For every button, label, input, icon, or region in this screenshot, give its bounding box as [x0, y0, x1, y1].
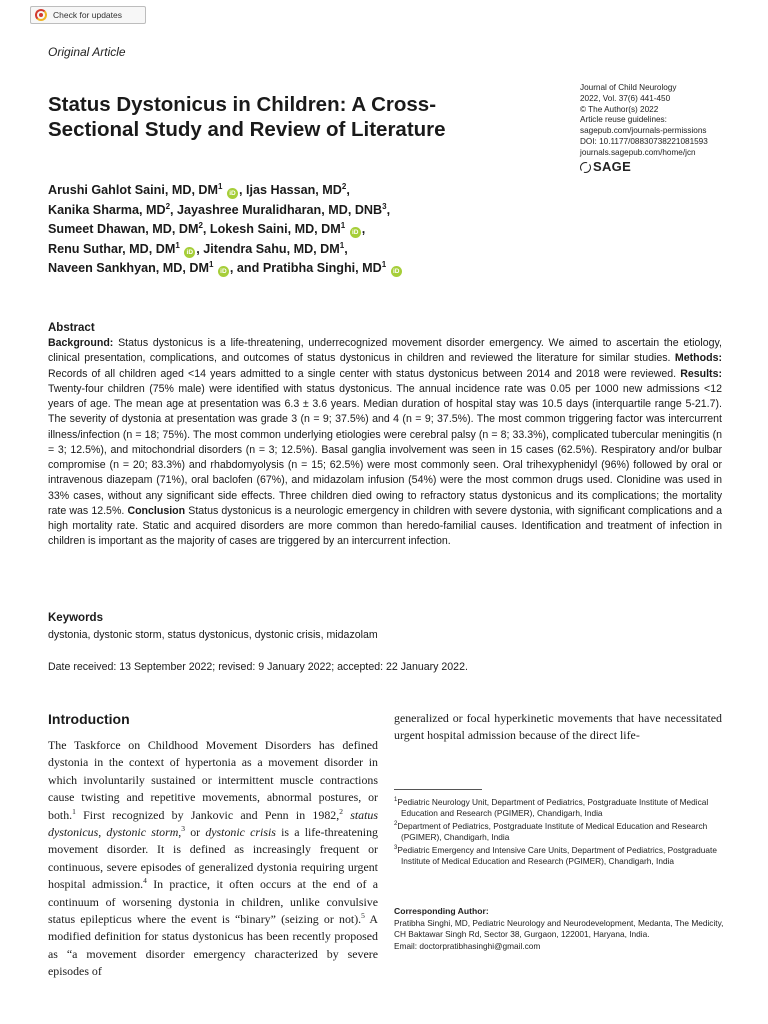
results-label: Results:: [680, 367, 722, 380]
corresponding-author-email[interactable]: Email: doctorpratibhasinghi@gmail.com: [394, 940, 541, 951]
methods-label: Methods:: [674, 352, 722, 365]
author-list: [48, 181, 528, 279]
introduction-heading: Introduction: [48, 711, 130, 727]
author: Jayashree Muralidharan, MD, DNB$^3$,: [177, 201, 391, 217]
orcid-icon[interactable]: iD: [350, 227, 361, 238]
citation[interactable]: 4: [143, 876, 147, 886]
conclusion-label: Conclusion: [127, 504, 186, 517]
author-affiliation-number: 1: [340, 221, 346, 230]
citation[interactable]: 5: [361, 911, 365, 921]
citation[interactable]: 1: [72, 806, 76, 816]
author-affiliation-number: 2: [165, 201, 171, 211]
background-text: Status dystonicus is a life-threatening, underrecognized movement disorder emergency. We aimed to ascertain the etiology, clinical presentation, complications, and outcomes of status dystonicus in children and reviewed the literature for similar studies.: [48, 337, 722, 365]
corresponding-author-heading: Corresponding Author:: [394, 906, 489, 916]
author-affiliation-number: 1: [208, 260, 214, 270]
article-type: Original Article: [48, 45, 126, 59]
abstract-heading: Abstract: [48, 322, 95, 334]
author-name: Sumeet Dhawan, MD, DM: [48, 222, 199, 237]
author-affiliation-number: 3: [382, 201, 387, 211]
author: Kanika Sharma, $MD^2$,: [48, 201, 178, 217]
submission-dates: Date received: 13 September 2022; revised: 9 January 2022; accepted: 22 January 2022.: [48, 661, 468, 673]
results-text: Twenty-four children (75% male) were identified with status dystonicus. The annual incidence rate was 0.05 per 1000 new admissions <12 years of age. The mean age at presentation was 6.3 ± 3.6 years. Median duration of hospital stay was 10.5 days (interquartile range 5-21.7). The severity of dystonia at presentation was grade 3 (n = 9; 37.5%) and 4 (n = 9; 37.5%). The most common triggering factor was intercurrent illness/infection (n = 18; 75%). The most common underlying etiologies were cerebral palsy (n = 8; 33.3%), complicated tubercular meningitis (n = 3; 12.5%), and mitochondrial disorders (n = 3; 12.5%). Basal ganglia involvement was seen in 15 cases (62.5%). Respiratory and/or bulbar compromise (n = 20; 83.3%) and rhabdomyolysis (n = 15; 62.5%) were most commonly seen. Oral trihexyphenidyl (96%) followed by oral or intravenous diazepam (71%), oral baclofen (67%), and midazolam infusion (54%) were the most common drugs used. Clonidine was used in 33% cases, without any significant side effects. Three children died owing to refractory status dystonicus and its complications; the mortality rate was 12.5%.: [48, 382, 722, 517]
author-name: Kanika Sharma, MD: [48, 202, 166, 217]
journal-home-link[interactable]: journals.sagepub.com/home/jcn: [580, 147, 696, 157]
author: Sumeet Dhawan, MD, $DM^2$,: [48, 221, 210, 237]
author-name: Lokesh Saini, MD, DM: [209, 222, 341, 237]
article-title: Status Dystonicus in Children: A Cross-Sectional Study and Review of Literature: [48, 93, 446, 141]
journal-copyright: © The Author(s) 2022: [580, 104, 659, 114]
author-affiliation-number: 1: [175, 240, 180, 250]
introduction-left-column: The Taskforce on Childhood Movement Disorders has defined dystonia in the context of hypertonia as a movement disorder in which involuntarily sustained or intermittent muscle contractions cause twisting and repetitive movements, abnormal postures, or both.$^1$ First recognized by Jankovic and Penn in 1982,$^2$ status dystonicus, dystonic storm,$^3$ or dystonic crisis is a life-threatening movement disorder. It is defined as increasingly frequent or continuous, severe episodes of generalized dystonia requiring urgent hospital admission.$^4$ In practice, it often occurs at the end of a continuum of worsening dystonia in children, unlike convulsive status epilepticus where the event is “binary” (seizing or not).$^5$ A modified definition for status dystonicus has been recently proposed as “a movement disorder emergency characterized by severe episodes of: [48, 738, 378, 979]
orcid-icon[interactable]: iD: [184, 247, 195, 258]
sage-logo-text: SAGE: [593, 158, 632, 174]
reuse-guidelines-label: Article reuse guidelines:: [580, 115, 667, 125]
citation[interactable]: 3: [181, 824, 186, 834]
affiliation-item: $^1$Pediatric Neurology Unit, Department of Pediatrics, Postgraduate Institute of Medical Education and Research (PGIMER), Chandigarh, India: [394, 797, 709, 818]
author: Naveen Sankhyan, MD, $DM^1$ iD , and: [48, 260, 263, 276]
affiliations: [394, 797, 724, 869]
orcid-icon[interactable]: iD: [218, 266, 229, 277]
introduction-right-column: generalized or focal hyperkinetic movements that have necessitated urgent hospital admission because of the direct life-: [394, 711, 722, 743]
conclusion-text: Status dystonicus is a neurologic emergency in children with severe dystonia, with significant complications and a high mortality rate. Static and acquired disorders are more common than heredo-familial causes. Identification and treatment of infection in children is important as the majority of cases are triggered by an intercurrent infection.: [48, 504, 722, 548]
corresponding-author-details: Pratibha Singhi, MD, Pediatric Neurology and Neurodevelopment, Medanta, The Medicity, CH Baktawar Singh Rd, Sector 38, Gurgaon, 122001, Haryana, India.: [394, 917, 724, 940]
author: Renu Suthar, MD, $DM^1$ iD ,: [48, 240, 204, 256]
keywords-heading: Keywords: [48, 612, 103, 624]
author-name: Arushi Gahlot Saini, MD, DM: [48, 183, 219, 197]
author: Ijas Hassan, $MD^2$,: [245, 181, 350, 197]
author-affiliation-number: 1: [381, 260, 387, 270]
author: Lokesh Saini, MD, $DM^1$ iD ,: [209, 221, 366, 237]
corresponding-author: [394, 906, 724, 952]
journal-name: Journal of Child Neurology: [580, 83, 677, 92]
check-for-updates-label: Check for updates: [53, 10, 122, 20]
author-name: Pratibha Singhi, MD: [262, 261, 382, 276]
keywords-text: dystonia, dystonic storm, status dystonicus, dystonic crisis, midazolam: [48, 629, 378, 641]
citation[interactable]: 2: [339, 806, 343, 816]
author-affiliation-number: 2: [198, 221, 203, 230]
author: [263, 261, 403, 275]
permissions-link[interactable]: sagepub.com/journals-permissions: [580, 126, 707, 136]
crossmark-icon: [35, 9, 47, 21]
affiliation-item: $^2$Department of Pediatrics, Postgraduate Institute of Medical Education and Research (PGIMER), Chandigarh, India: [394, 821, 708, 842]
author-name: Naveen Sankhyan, MD, DM: [48, 261, 209, 276]
orcid-icon[interactable]: iD: [227, 188, 238, 199]
abstract-text: [48, 336, 722, 550]
journal-info: [580, 83, 760, 173]
footnote-divider: [394, 789, 482, 790]
author-name: Ijas Hassan, MD: [245, 183, 342, 197]
check-for-updates-badge[interactable]: [30, 6, 146, 24]
author: Jitendra Sahu, MD, $DM^1$,: [203, 240, 348, 256]
author-affiliation-number: 2: [341, 181, 347, 191]
orcid-icon[interactable]: iD: [391, 266, 402, 277]
doi[interactable]: DOI: 10.1177/08830738221081593: [580, 136, 708, 146]
background-label: Background:: [48, 337, 114, 349]
author-affiliation-number: 1: [339, 240, 345, 250]
sage-logo: [580, 158, 760, 174]
methods-text: Records of all children aged <14 years admitted to a single center with status dystonicus between 2014 and 2018 were reviewed.: [48, 367, 677, 380]
journal-volume: 2022, Vol. 37(6) 441-450: [580, 93, 671, 103]
author-name: Jitendra Sahu, MD, DM: [203, 241, 340, 256]
sage-logo-icon: [580, 162, 591, 173]
affiliation-item: $^3$Pediatric Emergency and Intensive Care Units, Department of Pediatrics, Postgraduate Institute of Medical Education and Research (PGIMER), Chandigarh, India: [394, 845, 717, 866]
author-name: Renu Suthar, MD, DM: [48, 241, 176, 256]
author-affiliation-number: 1: [218, 181, 223, 191]
author-name: Jayashree Muralidharan, MD, DNB: [177, 202, 383, 217]
author: Arushi Gahlot Saini, MD, $DM^1$ iD ,: [48, 181, 246, 197]
